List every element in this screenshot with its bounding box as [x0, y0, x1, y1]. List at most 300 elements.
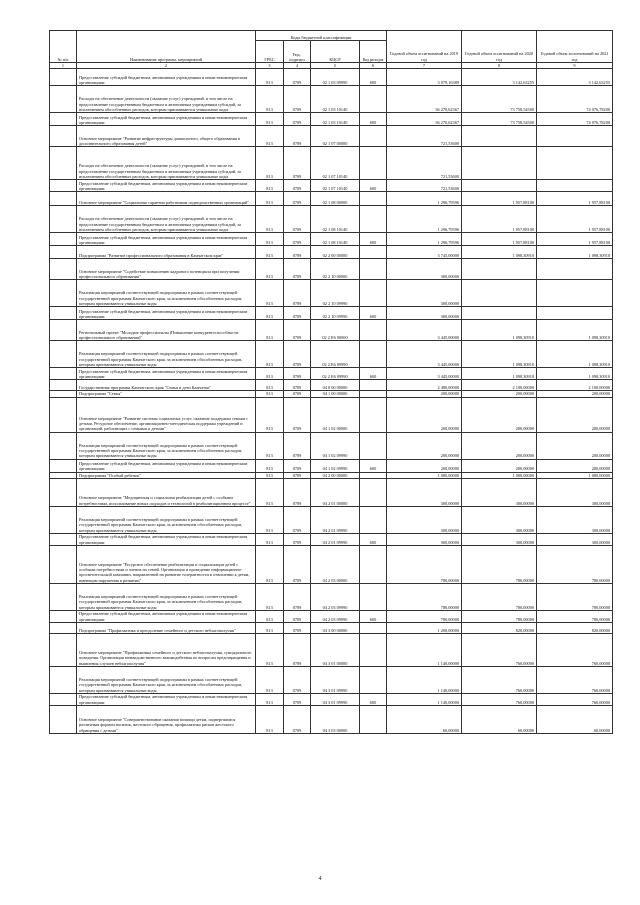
razdel-cell: 0709	[284, 545, 311, 583]
amount-2020-cell	[462, 280, 537, 307]
program-name-cell: Государственная программа Камчатского края "Семья и дети Камчатки"	[77, 380, 256, 391]
razdel-cell: 0709	[284, 341, 311, 368]
table-row	[50, 69, 613, 86]
razdel-cell: 0709	[284, 478, 311, 506]
table-row	[50, 206, 613, 233]
vr-cell	[360, 246, 387, 259]
amount-2020-cell: 300,00000	[462, 506, 537, 533]
ksr-cell: 04 3 03 00000	[311, 705, 360, 733]
ksr-cell: 02 2 10 00000	[311, 259, 360, 280]
vr-cell: 600	[360, 368, 387, 380]
row-number-cell	[50, 341, 77, 368]
row-number-cell	[50, 545, 77, 583]
amount-2019-cell: 780,00000	[387, 545, 462, 583]
amount-2020-cell: 2 100,00000	[462, 380, 537, 391]
grbs-cell: 813	[256, 147, 284, 180]
row-number-cell	[50, 259, 77, 280]
ksr-cell: 02 2 E6 09990	[311, 341, 360, 368]
grbs-cell: 813	[256, 432, 284, 459]
razdel-cell: 0709	[284, 69, 311, 86]
amount-2019-cell: 3 079,16389	[387, 69, 462, 86]
table-row	[50, 397, 613, 432]
ksr-cell: 02 2 10 09990	[311, 280, 360, 307]
ksr-cell: 04 3 00 00000	[311, 622, 360, 633]
razdel-cell: 0709	[284, 280, 311, 307]
table-body	[50, 69, 613, 734]
amount-2019-cell: 300,00000	[387, 478, 462, 506]
razdel-cell: 0709	[284, 307, 311, 320]
ksr-cell: 04 2 01 09990	[311, 533, 360, 545]
program-name-cell: Основное мероприятие "Ресурсное обеспечение реабилитации и социализации детей с особыми потребностями и членов их семей. Организация и проведение информационно-просветительской кампании, направленной на развитие толерантности в отношении к детям, имеющим нарушения в развитии"	[77, 545, 256, 583]
grbs-cell: 813	[256, 126, 284, 147]
grbs-cell: 813	[256, 397, 284, 432]
column-index: 4	[284, 63, 311, 69]
column-index: 2	[77, 63, 256, 69]
table-row	[50, 147, 613, 180]
row-number-cell	[50, 705, 77, 733]
amount-2020-cell: 1 098,30910	[462, 341, 537, 368]
grbs-cell: 813	[256, 391, 284, 397]
program-name-cell: Предоставление субсидий бюджетным, автономным учреждениям и иным некоммерческим организациям	[77, 368, 256, 380]
ksr-cell: 04 2 00 00000	[311, 472, 360, 478]
amount-2021-cell	[537, 126, 613, 147]
amount-2020-cell: 1 957,88100	[462, 192, 537, 206]
grbs-cell: 813	[256, 472, 284, 478]
row-number-cell	[50, 69, 77, 86]
razdel-cell: 0709	[284, 610, 311, 622]
ksr-cell: 02 1 07 10140	[311, 147, 360, 180]
amount-2020-cell: 780,00000	[462, 545, 537, 583]
row-number-cell	[50, 432, 77, 459]
amount-2019-cell: 1 140,00000	[387, 666, 462, 693]
program-name-cell: Основное мероприятие "Совершенствование оказания помощи детям, подвергшимся различным формам насилия, жестокого обращения, профилактика рисков жестокого обращения с детьми"	[77, 705, 256, 733]
table-row	[50, 545, 613, 583]
row-number-cell	[50, 622, 77, 633]
grbs-cell: 813	[256, 478, 284, 506]
grbs-cell: 813	[256, 180, 284, 192]
amount-2019-cell: 1 140,00000	[387, 693, 462, 705]
row-number-cell	[50, 633, 77, 666]
amount-2021-cell: 1 098,30910	[537, 368, 613, 380]
ksr-cell: 04 1 02 00000	[311, 397, 360, 432]
amount-2021-cell: 200,00000	[537, 391, 613, 397]
grbs-cell: 813	[256, 246, 284, 259]
amount-2020-cell: 200,00000	[462, 391, 537, 397]
row-number-cell	[50, 233, 77, 246]
vr-cell	[360, 126, 387, 147]
amount-2021-cell: 1 080,00000	[537, 472, 613, 478]
amount-2019-cell: 3 445,00000	[387, 320, 462, 341]
ksr-cell: 04 1 02 09990	[311, 432, 360, 459]
program-name-cell: Предоставление субсидий бюджетным, автономным учреждениям и иным некоммерческим организациям	[77, 693, 256, 705]
program-name-cell: Предоставление субсидий бюджетным, автономным учреждениям и иным некоммерческим организациям	[77, 459, 256, 472]
grbs-cell: 813	[256, 259, 284, 280]
amount-2020-cell: 200,00000	[462, 459, 537, 472]
ksr-cell: 04 3 01 09990	[311, 693, 360, 705]
row-number-cell	[50, 206, 77, 233]
vr-cell: 600	[360, 69, 387, 86]
amount-2021-cell: 760,00000	[537, 666, 613, 693]
program-name-cell: Основное мероприятие "Профилактика семейного и детского неблагополучия, суицидального поведения. Организация межведомственного взаимодействия по вопросам предотвращения и выявления случаев неблагополучия"	[77, 633, 256, 666]
ksr-cell: 04 0 00 00000	[311, 380, 360, 391]
amount-2019-cell: 200,00000	[387, 391, 462, 397]
header-ksr: КЦСР	[311, 41, 360, 63]
amount-2021-cell: 760,00000	[537, 693, 613, 705]
razdel-cell: 0709	[284, 126, 311, 147]
grbs-cell: 813	[256, 233, 284, 246]
grbs-cell: 813	[256, 86, 284, 113]
row-number-cell	[50, 397, 77, 432]
header-2020: Годовой объем ассигнований на 2020 год	[462, 31, 537, 63]
table-row	[50, 368, 613, 380]
grbs-cell: 813	[256, 341, 284, 368]
ksr-cell: 04 3 01 09990	[311, 666, 360, 693]
amount-2021-cell: 3 142,63255	[537, 69, 613, 86]
header-vr: Вид расходов	[360, 41, 387, 63]
row-number-cell	[50, 126, 77, 147]
ksr-cell: 02 1 03 10140	[311, 113, 360, 126]
amount-2019-cell: 300,00000	[387, 259, 462, 280]
vr-cell	[360, 86, 387, 113]
table-row	[50, 307, 613, 320]
row-number-cell	[50, 666, 77, 693]
vr-cell	[360, 545, 387, 583]
ksr-cell: 02 2 E6 09990	[311, 368, 360, 380]
row-number-cell	[50, 583, 77, 610]
vr-cell: 600	[360, 113, 387, 126]
grbs-cell: 813	[256, 545, 284, 583]
amount-2019-cell: 200,00000	[387, 432, 462, 459]
amount-2021-cell: 1 957,88100	[537, 192, 613, 206]
razdel-cell: 0709	[284, 391, 311, 397]
grbs-cell: 813	[256, 633, 284, 666]
amount-2020-cell: 3 142,63255	[462, 69, 537, 86]
row-number-cell	[50, 533, 77, 545]
table-row	[50, 192, 613, 206]
ksr-cell: 04 2 03 09990	[311, 583, 360, 610]
ksr-cell: 02 1 08 10140	[311, 206, 360, 233]
amount-2021-cell: 1 098,30910	[537, 341, 613, 368]
program-name-cell: Подпрограмма "Профилактика и преодоление семейного и детского неблагополучия"	[77, 622, 256, 633]
program-name-cell: Реализация мероприятий соответствующей подпрограммы в рамках соответствующей государственной программы Камчатского края, за исключением обособленных расходов, которым присваиваются уникальные коды	[77, 506, 256, 533]
vr-cell	[360, 666, 387, 693]
table-row	[50, 705, 613, 733]
table-row	[50, 459, 613, 472]
program-name-cell: Региональный проект "Молодые профессионалы (Повышение конкурентоспособности профессионального образования)"	[77, 320, 256, 341]
table-row	[50, 341, 613, 368]
program-name-cell: Основное мероприятие "Развитие системы социальных услуг, оказание поддержки семьям с детьми. Ресурсное обеспечение, организационно-методическая поддержка учреждений и организаций, работающих с семьями и детьми"	[77, 397, 256, 432]
program-name-cell: Реализация мероприятий соответствующей подпрограммы в рамках соответствующей государственной программы Камчатского края, за исключением обособленных расходов, которым присваиваются уникальные коды	[77, 583, 256, 610]
razdel-cell: 0709	[284, 259, 311, 280]
amount-2021-cell	[537, 307, 613, 320]
row-number-cell	[50, 320, 77, 341]
amount-2020-cell: 780,00000	[462, 610, 537, 622]
table-row	[50, 666, 613, 693]
ksr-cell: 04 1 00 00000	[311, 391, 360, 397]
amount-2019-cell: 1 200,00000	[387, 622, 462, 633]
table-row	[50, 320, 613, 341]
vr-cell	[360, 259, 387, 280]
amount-2020-cell: 1 957,88100	[462, 233, 537, 246]
column-index: 3	[256, 63, 284, 69]
header-num: № п/п	[50, 31, 77, 63]
vr-cell	[360, 192, 387, 206]
grbs-cell: 813	[256, 320, 284, 341]
row-number-cell	[50, 192, 77, 206]
ksr-cell: 04 2 03 00000	[311, 545, 360, 583]
amount-2020-cell: 1 098,30910	[462, 368, 537, 380]
amount-2021-cell: 760,00000	[537, 633, 613, 666]
grbs-cell: 813	[256, 506, 284, 533]
razdel-cell: 0709	[284, 113, 311, 126]
row-number-cell	[50, 280, 77, 307]
grbs-cell: 813	[256, 533, 284, 545]
vr-cell: 600	[360, 610, 387, 622]
program-name-cell: Предоставление субсидий бюджетным, автономным учреждениям и иным некоммерческим организациям	[77, 533, 256, 545]
amount-2019-cell: 1 140,00000	[387, 633, 462, 666]
table-row	[50, 472, 613, 478]
amount-2021-cell: 74 076,78200	[537, 113, 613, 126]
header-2019: Годовой объем ассигнований на 2019 год	[387, 31, 462, 63]
table-row	[50, 533, 613, 545]
program-name-cell: Подпрограмма "Развитие профессионального образования в Камчатском крае"	[77, 246, 256, 259]
razdel-cell: 0709	[284, 705, 311, 733]
table-row	[50, 113, 613, 126]
razdel-cell: 0709	[284, 147, 311, 180]
program-name-cell: Расходы на обеспечение деятельности (оказание услуг) учреждений, в том числе на предоставление государственным бюджетным и автономным учреждениям субсидий, за исключением обособленных расходов, которым присваиваются уникальные коды	[77, 86, 256, 113]
amount-2019-cell: 1 080,00000	[387, 472, 462, 478]
table-row	[50, 126, 613, 147]
row-number-cell	[50, 610, 77, 622]
ksr-cell: 02 1 03 10140	[311, 86, 360, 113]
table-row	[50, 86, 613, 113]
amount-2019-cell: 36 270,62367	[387, 86, 462, 113]
amount-2021-cell: 300,00000	[537, 506, 613, 533]
grbs-cell: 813	[256, 459, 284, 472]
row-number-cell	[50, 246, 77, 259]
ksr-cell: 02 2 E6 00000	[311, 320, 360, 341]
amount-2020-cell: 1 098,30910	[462, 320, 537, 341]
row-number-cell	[50, 147, 77, 180]
amount-2021-cell: 74 076,78200	[537, 86, 613, 113]
program-name-cell: Предоставление субсидий бюджетным, автономным учреждениям и иным некоммерческим организациям	[77, 307, 256, 320]
amount-2019-cell: 300,00000	[387, 533, 462, 545]
razdel-cell: 0709	[284, 320, 311, 341]
header-2021: Годовой объем ассигнований на 2021 год	[537, 31, 613, 63]
header-name: Наименование программ, мероприятий	[77, 31, 256, 63]
razdel-cell: 0709	[284, 693, 311, 705]
amount-2019-cell: 36 270,62367	[387, 113, 462, 126]
row-number-cell	[50, 478, 77, 506]
amount-2019-cell: 200,00000	[387, 459, 462, 472]
vr-cell	[360, 380, 387, 391]
amount-2019-cell: 1 296,79596	[387, 192, 462, 206]
column-index: 1	[50, 63, 77, 69]
amount-2020-cell: 200,00000	[462, 397, 537, 432]
amount-2020-cell	[462, 126, 537, 147]
grbs-cell: 813	[256, 307, 284, 320]
page-number: 4	[318, 876, 322, 882]
amount-2019-cell: 300,00000	[387, 280, 462, 307]
amount-2020-cell: 73 758,54500	[462, 113, 537, 126]
vr-cell	[360, 320, 387, 341]
amount-2020-cell: 73 758,54500	[462, 86, 537, 113]
grbs-cell: 813	[256, 206, 284, 233]
table-row	[50, 633, 613, 666]
table-row	[50, 233, 613, 246]
grbs-cell: 813	[256, 368, 284, 380]
amount-2021-cell: 60,00000	[537, 705, 613, 733]
amount-2020-cell: 760,00000	[462, 693, 537, 705]
amount-2021-cell: 780,00000	[537, 583, 613, 610]
amount-2020-cell: 300,00000	[462, 478, 537, 506]
column-index: 5	[311, 63, 360, 69]
row-number-cell	[50, 180, 77, 192]
amount-2019-cell: 780,00000	[387, 610, 462, 622]
ksr-cell: 02 1 08 10140	[311, 233, 360, 246]
amount-2019-cell: 3 745,00000	[387, 246, 462, 259]
program-name-cell: Основное мероприятие "Содействие повышению кадрового потенциала при получении профессионального образования"	[77, 259, 256, 280]
column-index: 9	[537, 63, 613, 69]
amount-2020-cell: 760,00000	[462, 633, 537, 666]
table-row	[50, 432, 613, 459]
row-number-cell	[50, 693, 77, 705]
row-number-cell	[50, 113, 77, 126]
grbs-cell: 813	[256, 610, 284, 622]
amount-2021-cell	[537, 147, 613, 180]
amount-2019-cell: 60,00000	[387, 705, 462, 733]
table-row	[50, 180, 613, 192]
row-number-cell	[50, 307, 77, 320]
amount-2020-cell	[462, 180, 537, 192]
razdel-cell: 0709	[284, 180, 311, 192]
vr-cell: 600	[360, 533, 387, 545]
razdel-cell: 0709	[284, 206, 311, 233]
amount-2019-cell: 721,53600	[387, 147, 462, 180]
row-number-cell	[50, 368, 77, 380]
program-name-cell: Реализация мероприятий соответствующей подпрограммы в рамках соответствующей государственной программы Камчатского края, за исключением обособленных расходов, которым присваиваются уникальные коды	[77, 666, 256, 693]
program-name-cell: Предоставление субсидий бюджетным, автономным учреждениям и иным некоммерческим организациям	[77, 69, 256, 86]
amount-2020-cell: 760,00000	[462, 666, 537, 693]
budget-table	[49, 30, 613, 734]
vr-cell: 600	[360, 693, 387, 705]
ksr-cell: 02 2 00 00000	[311, 246, 360, 259]
amount-2019-cell: 300,00000	[387, 307, 462, 320]
razdel-cell: 0709	[284, 192, 311, 206]
amount-2019-cell: 1 296,79596	[387, 206, 462, 233]
header-razdel: Разд., подраздел	[284, 41, 311, 63]
razdel-cell: 0709	[284, 666, 311, 693]
row-number-cell	[50, 459, 77, 472]
grbs-cell: 813	[256, 69, 284, 86]
table-header-row	[50, 31, 613, 41]
razdel-cell: 0709	[284, 368, 311, 380]
amount-2020-cell: 1 957,88100	[462, 206, 537, 233]
column-index: 8	[462, 63, 537, 69]
program-name-cell: Подпрограмма "Особый ребенок"	[77, 472, 256, 478]
vr-cell: 600	[360, 459, 387, 472]
header-grbs: ГРБС	[256, 41, 284, 63]
program-name-cell: Подпрограмма "Семья"	[77, 391, 256, 397]
table-row	[50, 280, 613, 307]
razdel-cell: 0709	[284, 533, 311, 545]
vr-cell	[360, 622, 387, 633]
amount-2021-cell: 780,00000	[537, 545, 613, 583]
amount-2020-cell: 1 098,30910	[462, 246, 537, 259]
amount-2021-cell: 1 957,88100	[537, 233, 613, 246]
razdel-cell: 0709	[284, 633, 311, 666]
amount-2020-cell: 1 080,00000	[462, 472, 537, 478]
table-row	[50, 246, 613, 259]
amount-2019-cell: 1 296,79596	[387, 233, 462, 246]
vr-cell	[360, 583, 387, 610]
ksr-cell: 02 1 07 00000	[311, 126, 360, 147]
amount-2021-cell: 200,00000	[537, 459, 613, 472]
ksr-cell: 02 1 07 10140	[311, 180, 360, 192]
vr-cell	[360, 341, 387, 368]
amount-2021-cell: 300,00000	[537, 533, 613, 545]
amount-2021-cell	[537, 280, 613, 307]
vr-cell	[360, 432, 387, 459]
program-name-cell: Реализация мероприятий соответствующей подпрограммы в рамках соответствующей государственной программы Камчатского края, за исключением обособленных расходов, которым присваиваются уникальные коды	[77, 280, 256, 307]
column-index: 6	[360, 63, 387, 69]
table-row	[50, 380, 613, 391]
row-number-cell	[50, 506, 77, 533]
amount-2021-cell	[537, 259, 613, 280]
amount-2020-cell: 300,00000	[462, 533, 537, 545]
amount-2021-cell	[537, 180, 613, 192]
ksr-cell: 02 2 10 09990	[311, 307, 360, 320]
razdel-cell: 0709	[284, 583, 311, 610]
grbs-cell: 813	[256, 380, 284, 391]
table-row	[50, 610, 613, 622]
grbs-cell: 813	[256, 113, 284, 126]
amount-2021-cell: 820,00000	[537, 622, 613, 633]
row-number-cell	[50, 86, 77, 113]
program-name-cell: Предоставление субсидий бюджетным, автономным учреждениям и иным некоммерческим организациям	[77, 180, 256, 192]
amount-2019-cell: 200,00000	[387, 397, 462, 432]
amount-2021-cell: 1 957,88100	[537, 206, 613, 233]
amount-2021-cell: 200,00000	[537, 397, 613, 432]
razdel-cell: 0709	[284, 246, 311, 259]
program-name-cell: Основное мероприятие "Медицинская и социальная реабилитация детей с особыми потребностями, использование новых подходов и технологий в реабилитационном процессе"	[77, 478, 256, 506]
ksr-cell: 04 2 01 00000	[311, 478, 360, 506]
razdel-cell: 0709	[284, 506, 311, 533]
razdel-cell: 0709	[284, 432, 311, 459]
program-name-cell: Расходы на обеспечение деятельности (оказание услуг) учреждений, в том числе на предоставление государственным бюджетным и автономным учреждениям субсидий, за исключением обособленных расходов, которым присваиваются уникальные коды	[77, 206, 256, 233]
program-name-cell: Расходы на обеспечение деятельности (оказание услуг) учреждений, в том числе на предоставление государственным бюджетным и автономным учреждениям субсидий, за исключением обособленных расходов, которым присваиваются уникальные коды	[77, 147, 256, 180]
table-row	[50, 478, 613, 506]
amount-2019-cell: 721,53600	[387, 126, 462, 147]
vr-cell	[360, 478, 387, 506]
amount-2020-cell: 820,00000	[462, 622, 537, 633]
amount-2020-cell: 60,00000	[462, 705, 537, 733]
vr-cell	[360, 280, 387, 307]
amount-2021-cell: 2 100,00000	[537, 380, 613, 391]
razdel-cell: 0709	[284, 380, 311, 391]
vr-cell: 600	[360, 180, 387, 192]
program-name-cell: Предоставление субсидий бюджетным, автономным учреждениям и иным некоммерческим организациям	[77, 233, 256, 246]
ksr-cell: 02 1 08 00000	[311, 192, 360, 206]
amount-2021-cell: 780,00000	[537, 610, 613, 622]
program-name-cell: Основное мероприятие "Социальные гарантии работникам подведомственных организаций"	[77, 192, 256, 206]
razdel-cell: 0709	[284, 459, 311, 472]
table-row	[50, 583, 613, 610]
row-number-cell	[50, 380, 77, 391]
amount-2020-cell	[462, 259, 537, 280]
vr-cell	[360, 206, 387, 233]
amount-2020-cell: 780,00000	[462, 583, 537, 610]
